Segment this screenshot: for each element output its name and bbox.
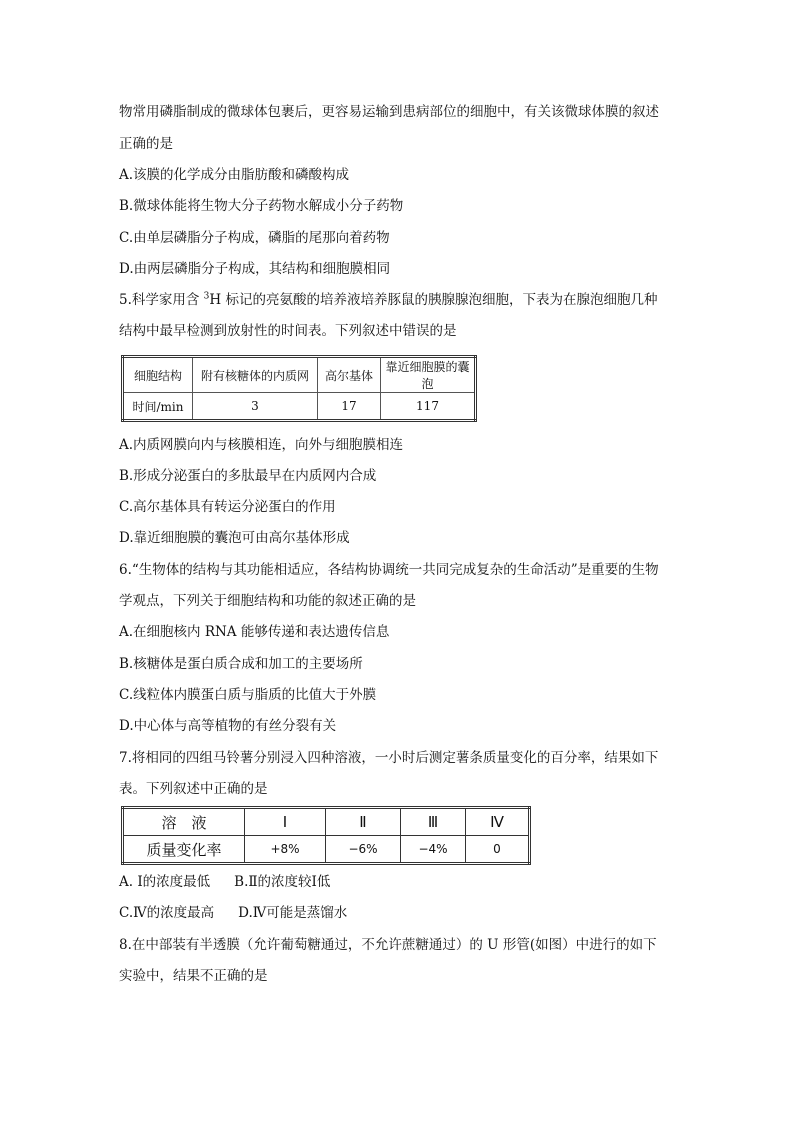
table-cell: Ⅱ — [326, 808, 401, 836]
table-row — [123, 836, 530, 864]
q7-table — [121, 806, 531, 865]
table-cell: Ⅳ — [466, 808, 530, 836]
q8-stem-line-2: 实验中，结果不正确的是 — [119, 968, 268, 984]
table-cell: 质量变化率 — [123, 836, 245, 864]
q7-stem-line-1: 7.将相同的四组马铃薯分别浸入四种溶液，一小时后测定薯条质量变化的百分率，结果如下 — [119, 750, 659, 766]
q4-stem-line-2: 正确的是 — [119, 136, 173, 152]
q4-option-d: D.由两层磷脂分子构成，其结构和细胞膜相同 — [119, 261, 391, 277]
q5-superscript: 3 — [203, 291, 210, 302]
q5-option-d: D.靠近细胞膜的囊泡可由高尔基体形成 — [119, 530, 350, 546]
q5-stem-line-1 — [119, 291, 657, 309]
table-cell: +8% — [245, 836, 326, 864]
q5-option-c: C.高尔基体具有转运分泌蛋白的作用 — [119, 499, 336, 515]
q6-option-b: B.核糖体是蛋白质合成和加工的主要场所 — [119, 656, 363, 672]
q5-stem-line-2: 结构中最早检测到放射性的时间表。下列叙述中错误的是 — [119, 323, 457, 339]
table-cell: 117 — [381, 393, 476, 421]
table-cell: −4% — [401, 836, 466, 864]
table-cell: 附有核糖体的内质网 — [193, 357, 318, 393]
q4-option-b: B.微球体能将生物大分子药物水解成小分子药物 — [119, 198, 404, 214]
q5-rest: H 标记的亮氨酸的培养液培养豚鼠的胰腺腺泡细胞，下表为在腺泡细胞几种 — [209, 292, 658, 308]
q8-stem-line-1: 8.在中部装有半透膜（允许葡萄糖通过，不允许蔗糖通过）的 U 形管(如图）中进行的如下 — [119, 937, 657, 953]
q6-option-d: D.中心体与高等植物的有丝分裂有关 — [119, 718, 337, 734]
table-row — [123, 357, 476, 393]
table-row — [123, 808, 530, 836]
table-cell: 0 — [466, 836, 530, 864]
q5-option-b: B.形成分泌蛋白的多肽最早在内质网内合成 — [119, 468, 377, 484]
table-row — [123, 393, 476, 421]
q7-stem-line-2: 表。下列叙述中正确的是 — [119, 781, 268, 797]
q7-option-c: C.Ⅳ的浓度最高 — [119, 905, 215, 921]
table-cell: 细胞结构 — [123, 357, 193, 393]
table-cell: −6% — [326, 836, 401, 864]
table-cell: Ⅰ — [245, 808, 326, 836]
table-cell: 高尔基体 — [318, 357, 381, 393]
q7-options-row-2 — [119, 904, 347, 922]
q6-option-a: A.在细胞核内 RNA 能够传递和表达遗传信息 — [119, 624, 390, 640]
table-cell: Ⅲ — [401, 808, 466, 836]
q7-options-row-1 — [119, 873, 330, 891]
q5-table — [121, 355, 477, 422]
table-cell: 时间/min — [123, 393, 193, 421]
q7-option-b: B.Ⅱ的浓度较Ⅰ低 — [234, 874, 331, 890]
q6-stem-line-2: 学观点，下列关于细胞结构和功能的叙述正确的是 — [119, 593, 416, 609]
q7-option-d: D.Ⅳ可能是蒸馏水 — [238, 905, 348, 921]
table-cell: 17 — [318, 393, 381, 421]
q5-prefix: 5.科学家用含 — [119, 292, 204, 308]
table-cell: 靠近细胞膜的囊泡 — [381, 357, 476, 393]
q6-option-c: C.线粒体内膜蛋白质与脂质的比值大于外膜 — [119, 687, 377, 703]
table-cell: 3 — [193, 393, 318, 421]
q4-option-a: A.该膜的化学成分由脂肪酸和磷酸构成 — [119, 167, 350, 183]
table-cell: 溶 液 — [123, 808, 245, 836]
q4-option-c: C.由单层磷脂分子构成，磷脂的尾那向着药物 — [119, 230, 390, 246]
q5-option-a: A.内质网膜向内与核膜相连，向外与细胞膜相连 — [119, 437, 404, 453]
q7-option-a: A. Ⅰ的浓度最低 — [119, 874, 211, 890]
q6-stem-line-1: 6.“生物体的结构与其功能相适应，各结构协调统一共同完成复杂的生命活动”是重要的生物 — [119, 562, 659, 578]
q4-stem-line-1: 物常用磷脂制成的微球体包裹后，更容易运输到患病部位的细胞中，有关该微球体膜的叙述 — [119, 104, 659, 120]
